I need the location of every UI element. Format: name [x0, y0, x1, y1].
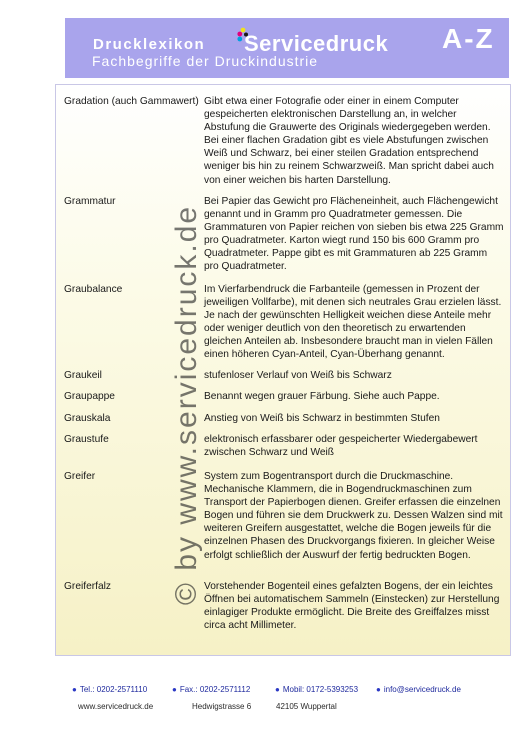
glossary-definition: System zum Bogentransport durch die Druckmaschine. Mechanische Klammern, die in Bogendruckmaschinen zum Transport der Papierbogen dienen. Greifer erfassen die einzelnen Bogen und führen sie dem Druckwerk zu. Dessen Walzen sind mit weiteren Greifern ausgestattet, welche die Bogen jeweils für die einzelnen Phasen des Druckvorgangs fixieren. In gleicher Weise erfolgt schließlich der Auswurf der fertig bedruckten Bogen.	[204, 471, 503, 561]
footer-website[interactable]: www.servicedruck.de	[78, 702, 154, 711]
footer-fax: ● Fax.: 0202-2571112	[172, 685, 251, 694]
footer-contact	[72, 685, 522, 697]
glossary-definition: Im Vierfarbendruck die Farbanteile (gemessen in Prozent der jeweiligen Vollfarbe), mit denen sich neutrales Grau erzielen lässt. Je nach der gewünschten Helligkeit weichen diese Anteile mehr oder weniger deutlich von den theoretisch zu erwartenden gleichen Anteilen ab. Insbesondere braucht man in vielen Fällen einen höheren Cyan-Anteil, Cyan-Überhang genannt.	[204, 284, 502, 361]
glossary-definition: Bei Papier das Gewicht pro Flächeneinheit, auch Flächengewicht genannt und in Gramm pro Quadratmeter gemessen. Die Grammaturen von Papier reichen von sieben bis etwa 225 Gramm pro Quadratmeter. Karton wiegt rund 150 bis 600 Gramm pro Quadratmeter. Pappe gibt es mit Grammaturen ab 225 Gramm pro Quadratmeter.	[204, 196, 504, 273]
az-label: A-Z	[442, 23, 495, 54]
glossary-definition: stufenloser Verlauf von Weiß bis Schwarz	[204, 370, 392, 381]
glossary-definition: elektronisch erfassbarer oder gespeicherter Wiedergabewert zwischen Schwarz und Weiß	[204, 434, 478, 459]
glossary-term: Graukeil	[64, 370, 102, 381]
footer-email[interactable]: ● info@servicedruck.de	[376, 685, 461, 694]
glossary-definition: Vorstehender Bogenteil eines gefalzten Bogens, der ein leichtes Öffnen bei automatischem Sammeln (Einstecken) zur Herstellung einlagiger Produkte ermöglicht. Die Breite des Greiffalzes misst circa acht Millimeter.	[204, 581, 500, 632]
glossary-term: Graustufe	[64, 434, 109, 445]
header-subtitle: Fachbegriffe der Druckindustrie	[92, 53, 319, 69]
footer-address	[78, 702, 527, 714]
glossary-term: Graubalance	[64, 284, 123, 295]
glossary-panel	[55, 84, 511, 656]
header-title: Drucklexikon	[93, 36, 206, 53]
glossary-term: Greifer	[64, 471, 96, 482]
glossary-definition: Gibt etwa einer Fotografie oder einer in einem Computer gespeicherten elektronischen Darstellung an, in welcher Abstufung die Grauwerte des Originals wiedergegeben werden. Bei einer flachen Gradation gibt es viele Abstufungen zwischen Weiß und Schwarz, bei einer steilen Gradation entsprechend weniger bis hin zu reinem Schwarzweiß. Man spricht dabei auch von einer weichen bis harten Darstellung.	[204, 96, 494, 186]
footer-city: 42105 Wuppertal	[276, 702, 337, 711]
footer-street: Hedwigstrasse 6	[192, 702, 252, 711]
footer-tel: ● Tel.: 0202-2571110	[72, 685, 148, 694]
footer-mobil: ● Mobil: 0172-5393253	[275, 685, 359, 694]
glossary-term: Grammatur	[64, 196, 116, 207]
header-banner	[65, 18, 509, 78]
glossary-term: Graupappe	[64, 391, 115, 402]
glossary-term: Greiferfalz	[64, 581, 111, 592]
glossary-term: Gradation (auch Gammawert)	[64, 96, 199, 107]
logo-text: Servicedruck	[244, 31, 389, 56]
servicedruck-logo	[237, 23, 415, 57]
glossary-term: Grauskala	[64, 413, 111, 424]
glossary-definition: Benannt wegen grauer Färbung. Siehe auch Pappe.	[204, 391, 440, 402]
watermark-text: © by www.servicedruck.de	[170, 204, 203, 606]
glossary-definition: Anstieg von Weiß bis Schwarz in bestimmten Stufen	[204, 413, 440, 424]
